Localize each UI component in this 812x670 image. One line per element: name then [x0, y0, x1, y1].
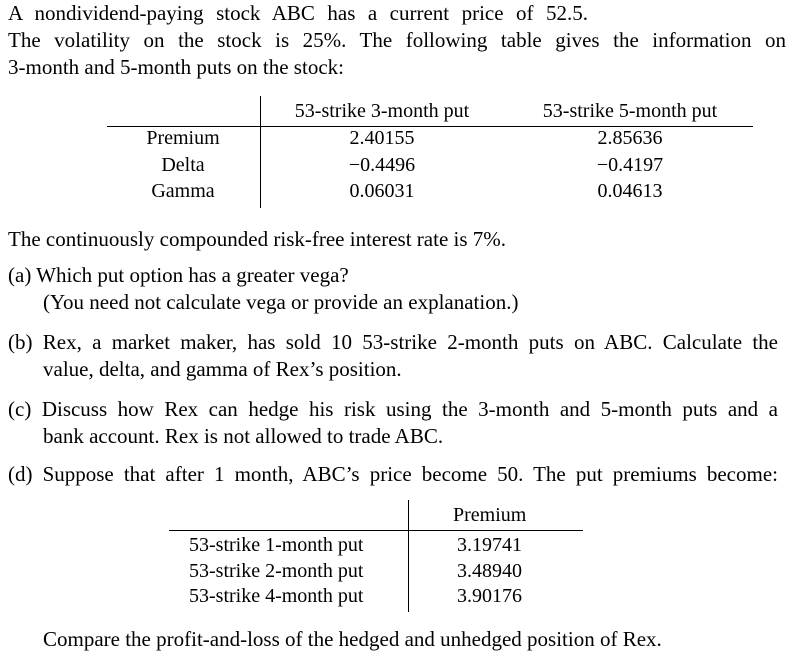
premium-table-cell: 3.90176: [457, 585, 522, 607]
greeks-table-cell: −0.4496: [348, 154, 416, 176]
greeks-table-row-label: Gamma: [151, 180, 215, 202]
premium-table-row-label: 53-strike 2-month put: [189, 560, 364, 582]
greeks-table-header-3month: 53-strike 3-month put: [294, 100, 470, 122]
question-b-line-2: value, delta, and gamma of Rex’s position.: [43, 357, 402, 381]
question-a-line-1: (a) Which put option has a greater vega?: [8, 263, 349, 287]
intro-line-2: The volatility on the stock is 25%. The following table gives the information on: [8, 28, 786, 52]
interest-rate-text: The continuously compounded risk-free interest rate is 7%.: [8, 227, 507, 251]
greeks-table-column-rule: [260, 96, 261, 208]
intro-line-1: A nondividend-paying stock ABC has a current price of 52.5.: [8, 1, 588, 25]
greeks-table: [107, 96, 753, 208]
greeks-table-cell: 2.40155: [349, 127, 415, 149]
greeks-table-cell: 2.85636: [597, 127, 663, 149]
question-c-line-2: bank account. Rex is not allowed to trade ABC.: [43, 424, 444, 448]
question-a-line-2: (You need not calculate vega or provide an explanation.): [43, 290, 519, 314]
question-c-line-1: (c) Discuss how Rex can hedge his risk using the 3-month and 5-month puts and a: [8, 397, 778, 421]
question-d-closing: Compare the profit-and-loss of the hedged and unhedged position of Rex.: [43, 627, 662, 651]
greeks-table-cell: 0.04613: [597, 180, 663, 202]
premium-table-cell: 3.48940: [457, 560, 522, 582]
premium-table-cell: 3.19741: [457, 534, 522, 556]
premium-table: [169, 500, 583, 612]
greeks-table-cell: 0.06031: [349, 180, 415, 202]
greeks-table-header-5month: 53-strike 5-month put: [542, 100, 718, 122]
premium-table-header-rule: [169, 530, 583, 531]
question-b-line-1: (b) Rex, a market maker, has sold 10 53-strike 2-month puts on ABC. Calculate the: [8, 330, 778, 354]
intro-line-3: 3-month and 5-month puts on the stock:: [8, 55, 344, 79]
greeks-table-row-label: Delta: [161, 154, 205, 176]
greeks-table-row-label: Premium: [146, 127, 220, 149]
premium-table-header: Premium: [453, 504, 527, 526]
premium-table-row-label: 53-strike 4-month put: [189, 585, 364, 607]
premium-table-row-label: 53-strike 1-month put: [189, 534, 364, 556]
greeks-table-cell: −0.4197: [596, 154, 664, 176]
premium-table-column-rule: [408, 500, 409, 612]
question-d-line-1: (d) Suppose that after 1 month, ABC’s price become 50. The put premiums become:: [8, 462, 778, 486]
